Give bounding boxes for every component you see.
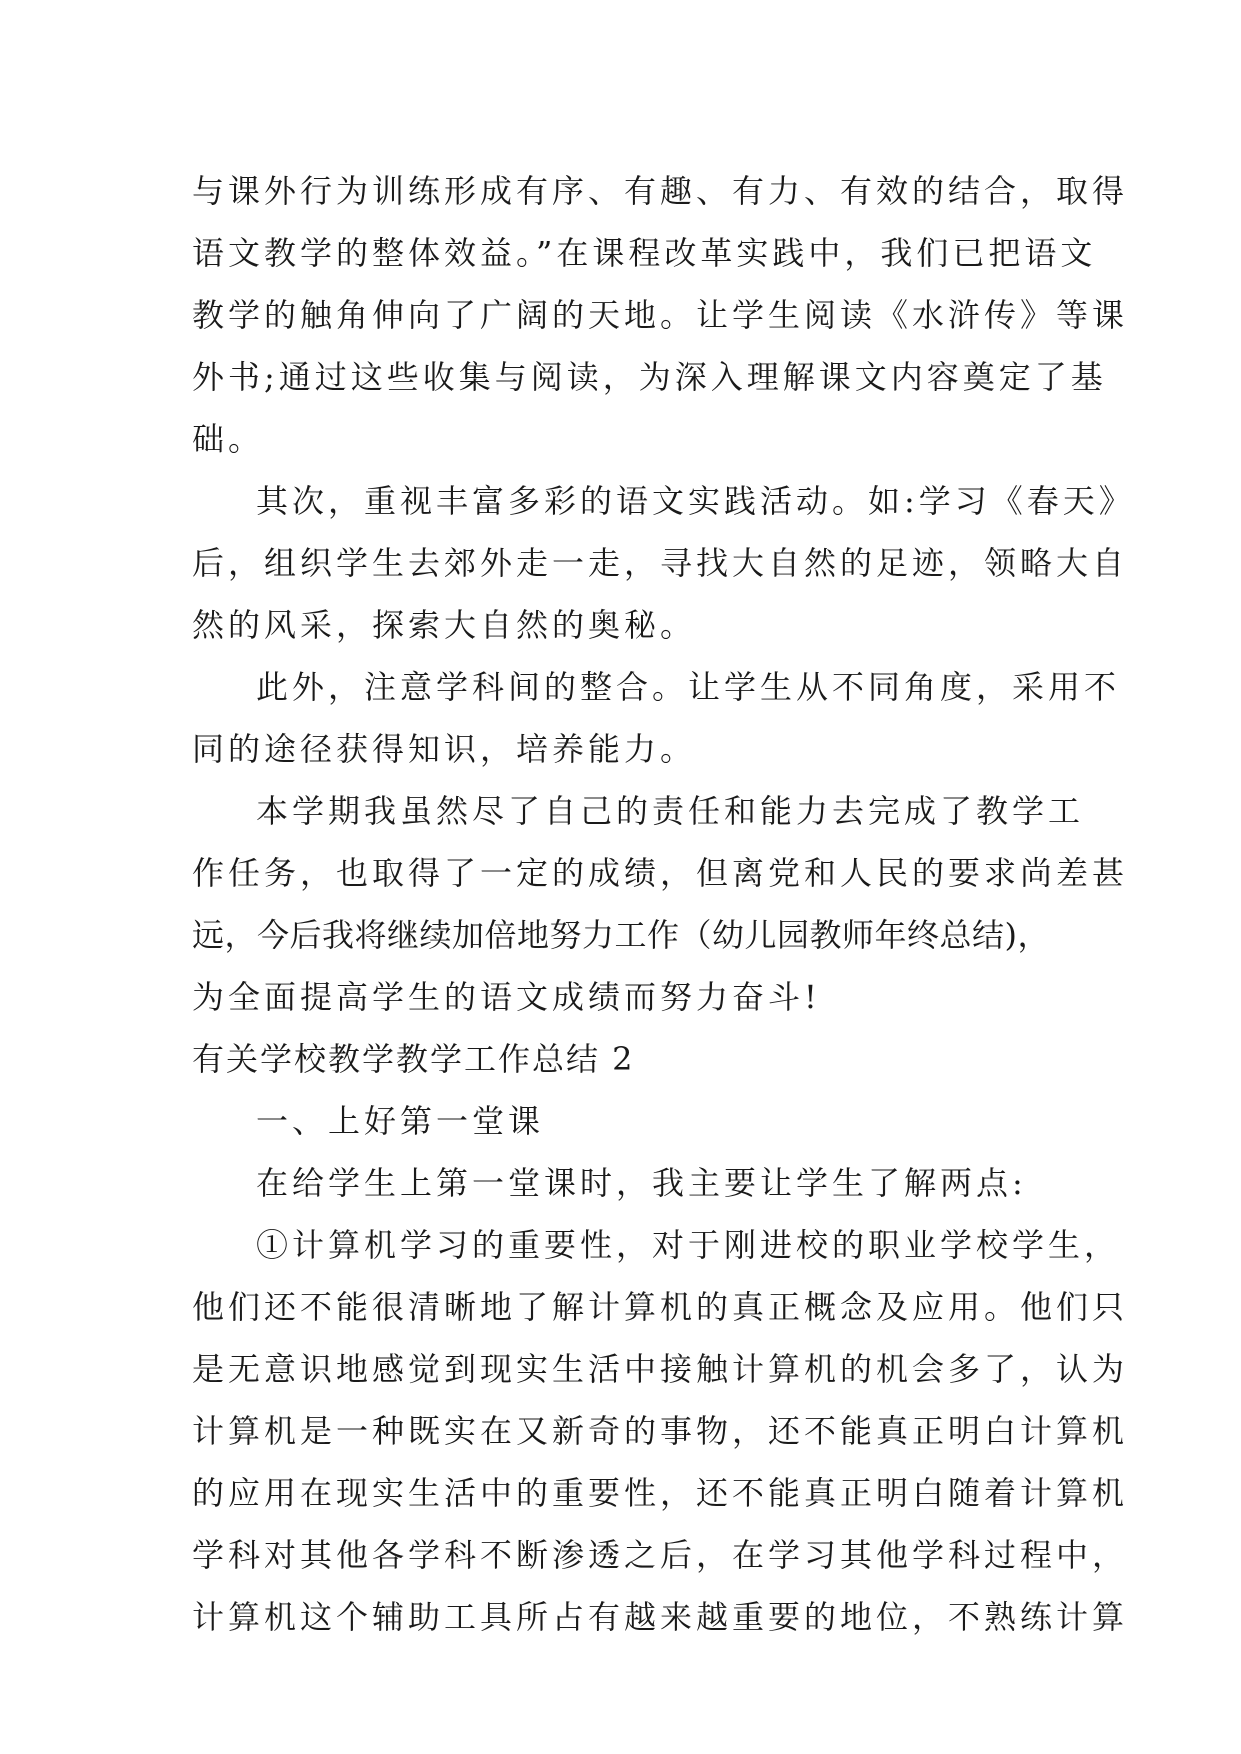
document-body — [192, 160, 1135, 1648]
text-line: 础。 — [192, 420, 265, 458]
text-line: 的应用在现实生活中的重要性，还不能真正明白随着计算机 — [192, 1474, 1129, 1512]
text-line: 作任务，也取得了一定的成绩，但离党和人民的要求尚差甚 — [192, 854, 1129, 892]
text-line: 同的途径获得知识，培养能力。 — [192, 730, 697, 768]
paragraph-start-line: 其次，重视丰富多彩的语文实践活动。如:学习《春天》 — [256, 482, 1135, 520]
text-line: 语文教学的整体效益。”在课程改革实践中，我们已把语文 — [192, 234, 1097, 272]
paragraph-start-line: 此外，注意学科间的整合。让学生从不同角度，采用不 — [256, 668, 1121, 706]
text-line: 计算机这个辅助工具所占有越来越重要的地位，不熟练计算 — [192, 1598, 1129, 1636]
text-line: 为全面提高学生的语文成绩而努力奋斗! — [192, 978, 821, 1016]
section-title: 有关学校教学教学工作总结 2 — [192, 1040, 635, 1078]
text-line: 外书;通过这些收集与阅读，为深入理解课文内容奠定了基 — [192, 358, 1107, 396]
text-line: 然的风采，探索大自然的奥秘。 — [192, 606, 697, 644]
text-line: 学科对其他各学科不断渗透之后，在学习其他学科过程中， — [192, 1536, 1129, 1574]
text-line: 远，今后我将继续加倍地努力工作（幼儿园教师年终总结)， — [192, 916, 1050, 954]
paragraph-start-line: 在给学生上第一堂课时，我主要让学生了解两点: — [256, 1164, 1027, 1202]
paragraph-start-line: 本学期我虽然尽了自己的责任和能力去完成了教学工 — [256, 792, 1085, 830]
paragraph-start-line: ①计算机学习的重要性，对于刚进校的职业学校学生， — [256, 1226, 1121, 1264]
text-line: 与课外行为训练形成有序、有趣、有力、有效的结合，取得 — [192, 172, 1129, 210]
text-line: 他们还不能很清晰地了解计算机的真正概念及应用。他们只 — [192, 1288, 1129, 1326]
text-line: 计算机是一种既实在又新奇的事物，还不能真正明白计算机 — [192, 1412, 1129, 1450]
text-line: 是无意识地感觉到现实生活中接触计算机的机会多了，认为 — [192, 1350, 1129, 1388]
text-line: 教学的触角伸向了广阔的天地。让学生阅读《水浒传》等课 — [192, 296, 1129, 334]
subsection-heading: 一、上好第一堂课 — [256, 1102, 545, 1140]
text-line: 后，组织学生去郊外走一走，寻找大自然的足迹，领略大自 — [192, 544, 1129, 582]
